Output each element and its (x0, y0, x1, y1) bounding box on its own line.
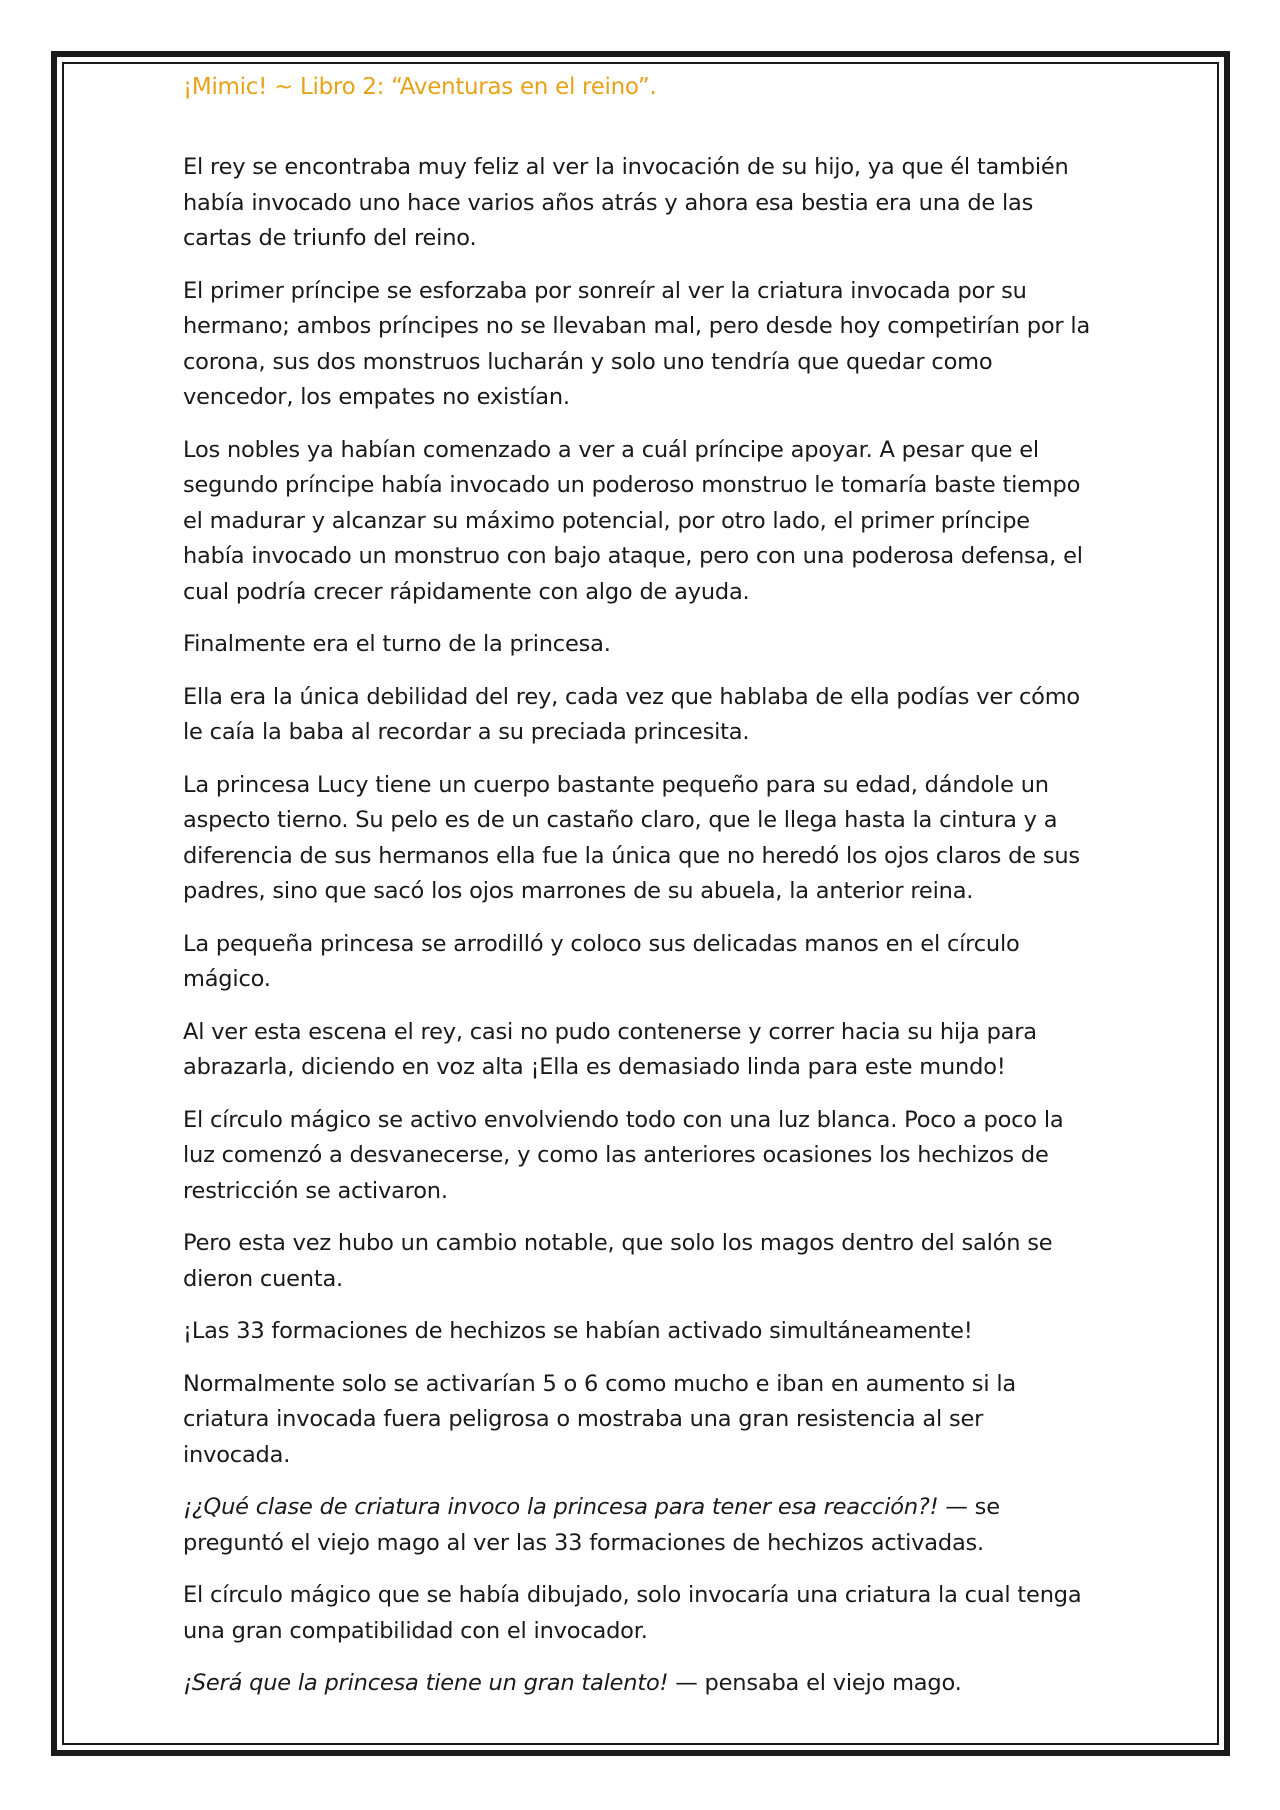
paragraph-15-text: — pensaba el viejo mago. (668, 1670, 962, 1696)
page-header: ¡Mimic! ~ Libro 2: “Aventuras en el reino”. (183, 74, 657, 100)
paragraph-13-text: — se preguntó el viejo mago al ver las 33 formaciones de hechizos activadas. (183, 1494, 1000, 1556)
paragraph-6: La princesa Lucy tiene un cuerpo bastante pequeño para su edad, dándole un aspecto tierno. Su pelo es de un castaño claro, que le llega hasta la cintura y a diferencia de sus hermanos ella fue la única que no heredó los ojos claros de sus padres, sino que sacó los ojos marrones de su abuela, la anterior reina. (183, 771, 1080, 904)
paragraph-9: El círculo mágico se activo envolviendo todo con una luz blanca. Poco a poco la luz comenzó a desvanecerse, y como las anteriores ocasiones los hechizos de restricción se activaron. (183, 1106, 1064, 1204)
paragraph-3: Los nobles ya habían comenzado a ver a cuál príncipe apoyar. A pesar que el segundo príncipe había invocado un poderoso monstruo le tomaría baste tiempo el madurar y alcanzar su máximo potencial, por otro lado, el primer príncipe había invocado un monstruo con bajo ataque, pero con una poderosa defensa, el cual podría crecer rápidamente con algo de ayuda. (183, 436, 1083, 605)
italic-thought-1: ¡¿Qué clase de criatura invoco la princesa para tener esa reacción?! (183, 1494, 939, 1520)
paragraph-14: El círculo mágico que se había dibujado, solo invocaría una criatura la cual tenga una gran compatibilidad con el invocador. (183, 1582, 1082, 1644)
paragraph-15 (183, 1666, 1093, 1702)
paragraph-7: La pequeña princesa se arrodilló y coloco sus delicadas manos en el círculo mágico. (183, 930, 1020, 992)
paragraph-10: Pero esta vez hubo un cambio notable, que solo los magos dentro del salón se dieron cuenta. (183, 1230, 1053, 1292)
paragraph-13 (183, 1490, 1093, 1561)
paragraph-5: Ella era la única debilidad del rey, cada vez que hablaba de ella podías ver cómo le caía la baba al recordar a su preciada princesita. (183, 683, 1080, 745)
paragraph-8: Al ver esta escena el rey, casi no pudo contenerse y correr hacia su hija para abrazarla, diciendo en voz alta ¡Ella es demasiado linda para este mundo! (183, 1018, 1037, 1080)
paragraph-4: Finalmente era el turno de la princesa. (183, 631, 611, 657)
paragraph-11: ¡Las 33 formaciones de hechizos se habían activado simultáneamente! (183, 1318, 973, 1344)
paragraph-1: El rey se encontraba muy feliz al ver la invocación de su hijo, ya que él también había invocado uno hace varios años atrás y ahora esa bestia era una de las cartas de triunfo del reino. (183, 154, 1069, 251)
paragraph-2: El primer príncipe se esforzaba por sonreír al ver la criatura invocada por su hermano; ambos príncipes no se llevaban mal, pero desde hoy competirían por la corona, sus dos monstruos lucharán y solo uno tendría que quedar como vencedor, los empates no existían. (183, 277, 1091, 410)
italic-thought-2: ¡Será que la princesa tiene un gran talento! (183, 1670, 669, 1696)
body-text (183, 150, 1093, 1719)
paragraph-12: Normalmente solo se activarían 5 o 6 como mucho e iban en aumento si la criatura invocada fuera peligrosa o mostraba una gran resistencia al ser invocada. (183, 1370, 1016, 1468)
